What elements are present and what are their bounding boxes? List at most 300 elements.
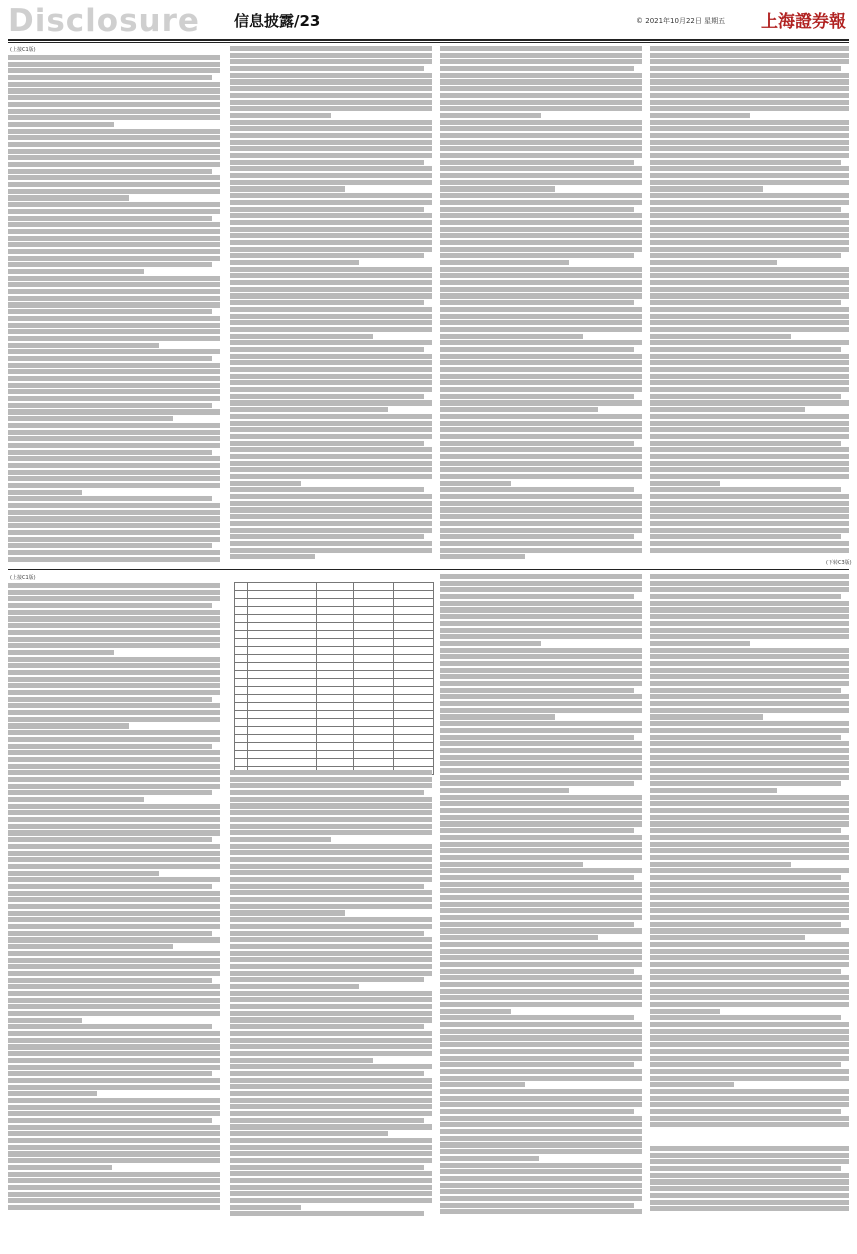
text-line [650, 73, 849, 78]
text-line [230, 106, 432, 111]
text-line [440, 1109, 634, 1114]
text-line [440, 1069, 642, 1074]
table-cell [316, 615, 354, 623]
text-line [8, 616, 220, 621]
table-cell [235, 655, 248, 663]
text-line [230, 1044, 432, 1049]
text-line [230, 427, 432, 432]
table-cell [235, 695, 248, 703]
text-line [8, 102, 220, 107]
text-line [8, 216, 212, 221]
text-line [650, 808, 849, 813]
text-line [650, 788, 777, 793]
table-cell [247, 671, 316, 679]
table-row [235, 655, 434, 663]
text-line [650, 394, 841, 399]
text-line [440, 694, 642, 699]
text-line [8, 810, 220, 815]
text-line [650, 400, 849, 405]
table-cell [394, 751, 434, 759]
text-line [8, 503, 220, 508]
text-line [440, 741, 642, 746]
text-line [440, 447, 642, 452]
text-line [440, 387, 642, 392]
text-line [230, 166, 432, 171]
text-line [440, 735, 634, 740]
text-line [230, 1171, 432, 1176]
table-row [235, 743, 434, 751]
text-line [230, 1078, 432, 1083]
text-line [8, 697, 212, 702]
text-line [230, 461, 432, 466]
table-cell [235, 727, 248, 735]
text-line [8, 316, 220, 321]
text-line [440, 875, 634, 880]
text-line [230, 957, 432, 962]
text-line [440, 614, 642, 619]
text-line [440, 126, 642, 131]
text-line [8, 590, 220, 595]
text-line [650, 59, 849, 64]
text-line [8, 537, 220, 542]
table-cell [354, 607, 394, 615]
text-line [650, 574, 849, 579]
text-line [650, 1035, 849, 1040]
text-line [8, 336, 220, 341]
text-line [650, 1096, 849, 1101]
text-line [8, 62, 220, 67]
text-line [440, 594, 634, 599]
text-line [440, 407, 598, 412]
text-line [440, 260, 569, 265]
table-cell [354, 623, 394, 631]
text-line [650, 521, 849, 526]
text-line [230, 554, 315, 559]
text-line [650, 902, 849, 907]
text-line [230, 374, 432, 379]
text-line [440, 574, 642, 579]
text-line [8, 242, 220, 247]
text-line [230, 1084, 432, 1089]
text-line [440, 514, 642, 519]
table-cell [354, 711, 394, 719]
text-line [650, 427, 849, 432]
text-line [440, 995, 642, 1000]
text-line [650, 581, 849, 586]
table-cell [247, 591, 316, 599]
article-1-continuation: (下转C3版) [826, 560, 852, 566]
text-line [8, 1105, 220, 1110]
text-line [8, 430, 220, 435]
table-row [235, 751, 434, 759]
text-line [230, 850, 432, 855]
table-cell [247, 759, 316, 767]
text-line [230, 387, 432, 392]
text-line [230, 984, 359, 989]
text-line [440, 1116, 642, 1121]
text-line [440, 628, 642, 633]
text-line [650, 360, 849, 365]
text-line [230, 528, 432, 533]
table-cell [316, 631, 354, 639]
text-line [8, 490, 82, 495]
text-line [230, 93, 432, 98]
text-line [230, 53, 432, 58]
table-cell [247, 647, 316, 655]
table-cell [235, 671, 248, 679]
text-line [230, 400, 432, 405]
table-cell [247, 631, 316, 639]
text-line [230, 534, 424, 539]
text-line [440, 915, 642, 920]
text-line [8, 149, 220, 154]
table-row [235, 695, 434, 703]
text-line [8, 710, 220, 715]
text-line [650, 1193, 849, 1198]
text-line [440, 862, 583, 867]
text-line [440, 213, 642, 218]
text-line [8, 931, 212, 936]
text-line [650, 207, 841, 212]
text-line [440, 414, 642, 419]
text-line [8, 443, 220, 448]
text-line [650, 768, 849, 773]
text-line [230, 140, 432, 145]
text-line [8, 55, 220, 60]
text-line [650, 1122, 849, 1127]
text-line [650, 247, 849, 252]
text-line [440, 494, 642, 499]
text-line [650, 461, 849, 466]
text-line [440, 908, 642, 913]
text-line [650, 942, 849, 947]
text-line [440, 621, 642, 626]
text-line [230, 240, 432, 245]
text-line [230, 1017, 432, 1022]
text-line [8, 1158, 220, 1163]
text-line [440, 902, 642, 907]
text-line [230, 494, 432, 499]
text-line [230, 991, 432, 996]
table-cell [394, 607, 434, 615]
text-line [650, 307, 849, 312]
text-line [230, 267, 432, 272]
text-line [440, 507, 642, 512]
text-line [230, 314, 432, 319]
text-line [230, 870, 432, 875]
text-line [230, 220, 432, 225]
table-cell [394, 727, 434, 735]
text-line [230, 120, 432, 125]
text-line [440, 454, 642, 459]
table-cell [354, 655, 394, 663]
text-line [8, 643, 220, 648]
text-line [230, 548, 432, 553]
text-line [650, 1042, 849, 1047]
table-cell [235, 583, 248, 591]
text-line [440, 334, 583, 339]
article-1 [8, 46, 852, 566]
table-cell [316, 591, 354, 599]
text-line [650, 501, 849, 506]
text-line [8, 510, 220, 515]
text-line [8, 1091, 97, 1096]
data-table [234, 582, 434, 775]
text-line [650, 969, 841, 974]
text-line [440, 1056, 642, 1061]
text-line [650, 989, 849, 994]
text-line [440, 601, 642, 606]
text-line [8, 389, 220, 394]
text-line [440, 273, 642, 278]
text-line [8, 523, 220, 528]
text-line [230, 777, 432, 782]
text-line [650, 748, 849, 753]
text-line [650, 1206, 849, 1211]
text-line [440, 160, 634, 165]
text-line [440, 1122, 642, 1127]
text-line [440, 962, 642, 967]
text-line [650, 741, 849, 746]
text-line [230, 213, 432, 218]
text-line [440, 86, 642, 91]
text-line [650, 714, 763, 719]
text-line [440, 461, 642, 466]
text-line [8, 450, 212, 455]
text-line [650, 354, 849, 359]
text-line [440, 788, 569, 793]
table-cell [354, 751, 394, 759]
text-line [650, 821, 849, 826]
text-line [8, 1085, 220, 1090]
text-line [8, 683, 220, 688]
text-line [650, 587, 849, 592]
table-cell [247, 615, 316, 623]
table-cell [316, 703, 354, 711]
text-line [440, 634, 642, 639]
text-line [8, 1004, 220, 1009]
text-line [8, 169, 212, 174]
text-line [440, 842, 642, 847]
text-line [650, 414, 849, 419]
text-line [440, 895, 642, 900]
text-line [440, 220, 642, 225]
text-line [650, 614, 849, 619]
text-line [440, 146, 642, 151]
section-word: Disclosure [8, 3, 200, 39]
text-line [440, 808, 642, 813]
text-line [650, 1062, 841, 1067]
text-line [440, 554, 525, 559]
text-line [650, 507, 849, 512]
table-cell [354, 631, 394, 639]
table-cell [354, 679, 394, 687]
text-line [440, 781, 634, 786]
table-cell [247, 687, 316, 695]
table-row [235, 615, 434, 623]
text-line [8, 817, 220, 822]
text-line [440, 1089, 642, 1094]
article-1-column-1 [8, 55, 220, 565]
text-line [440, 1176, 642, 1181]
text-line [440, 501, 642, 506]
text-line [440, 795, 642, 800]
table-cell [354, 671, 394, 679]
text-line [650, 126, 849, 131]
text-line [650, 848, 849, 853]
text-line [8, 937, 220, 942]
text-line [650, 260, 777, 265]
text-line [650, 441, 841, 446]
text-line [440, 975, 642, 980]
text-line [8, 470, 220, 475]
text-line [440, 93, 642, 98]
text-line [650, 186, 763, 191]
text-line [230, 320, 432, 325]
table-cell [316, 759, 354, 767]
table-row [235, 639, 434, 647]
text-line [8, 1044, 220, 1049]
text-line [8, 830, 220, 835]
text-line [440, 821, 642, 826]
text-line [8, 302, 220, 307]
text-line [650, 253, 841, 258]
table-cell [354, 687, 394, 695]
text-line [440, 768, 642, 773]
text-line [8, 991, 220, 996]
text-line [8, 516, 220, 521]
table-cell [235, 591, 248, 599]
text-line [230, 770, 432, 775]
text-line [8, 88, 220, 93]
text-line [8, 222, 220, 227]
text-line [230, 1185, 432, 1190]
text-line [8, 917, 220, 922]
text-line [230, 113, 331, 118]
text-line [650, 421, 849, 426]
text-line [8, 296, 220, 301]
table-row [235, 759, 434, 767]
table-cell [235, 647, 248, 655]
text-line [8, 530, 220, 535]
text-line [440, 708, 642, 713]
text-line [650, 1002, 849, 1007]
table-cell [316, 639, 354, 647]
text-line [8, 1071, 212, 1076]
date-text: 2021年10月22日 星期五 [645, 17, 726, 25]
text-line [440, 688, 634, 693]
top-rule [8, 39, 849, 41]
table-cell [394, 623, 434, 631]
text-line [230, 951, 432, 956]
text-line [440, 300, 634, 305]
text-line [230, 200, 432, 205]
table-cell [354, 695, 394, 703]
table-cell [247, 743, 316, 751]
text-line [650, 300, 841, 305]
text-line [440, 855, 642, 860]
text-line [440, 1076, 642, 1081]
text-line [8, 363, 220, 368]
text-line [8, 349, 220, 354]
text-line [650, 494, 849, 499]
text-line [8, 851, 220, 856]
text-line [440, 327, 642, 332]
table-cell [235, 599, 248, 607]
text-line [8, 195, 129, 200]
text-line [440, 79, 642, 84]
text-line [650, 1022, 849, 1027]
text-line [650, 1146, 849, 1151]
text-line [440, 481, 511, 486]
text-line [650, 93, 849, 98]
text-line [440, 674, 642, 679]
table-row [235, 671, 434, 679]
text-line [440, 467, 642, 472]
text-line [650, 688, 841, 693]
text-line [440, 587, 642, 592]
text-line [650, 1056, 849, 1061]
text-line [8, 109, 220, 114]
table-cell [247, 751, 316, 759]
text-line [440, 982, 642, 987]
text-line [230, 227, 432, 232]
text-line [650, 1200, 849, 1205]
text-line [650, 875, 841, 880]
text-line [230, 790, 424, 795]
text-line [230, 367, 432, 372]
text-line [440, 287, 642, 292]
text-line [230, 803, 432, 808]
text-line [230, 877, 432, 882]
text-line [230, 1118, 424, 1123]
text-line [8, 1058, 220, 1063]
text-line [8, 857, 220, 862]
text-line [230, 126, 432, 131]
text-line [230, 971, 432, 976]
text-line [650, 1153, 849, 1158]
text-line [440, 928, 642, 933]
text-line [440, 1002, 642, 1007]
text-line [650, 53, 849, 58]
table-row [235, 727, 434, 735]
text-line [8, 356, 212, 361]
table-row [235, 719, 434, 727]
table-cell [247, 639, 316, 647]
text-line [230, 1091, 432, 1096]
text-line [440, 200, 642, 205]
table-row [235, 599, 434, 607]
text-line [440, 360, 642, 365]
text-line [8, 904, 220, 909]
text-line [230, 447, 432, 452]
text-line [230, 857, 432, 862]
text-line [440, 354, 642, 359]
text-line [230, 1151, 432, 1156]
text-line [230, 931, 424, 936]
table-cell [354, 719, 394, 727]
text-line [230, 66, 424, 71]
article-2 [8, 574, 849, 1219]
text-line [440, 166, 642, 171]
text-line [650, 113, 750, 118]
text-line [440, 233, 642, 238]
text-line [650, 1015, 841, 1020]
text-line [650, 481, 720, 486]
text-line [440, 434, 642, 439]
text-line [8, 723, 129, 728]
text-line [8, 129, 220, 134]
